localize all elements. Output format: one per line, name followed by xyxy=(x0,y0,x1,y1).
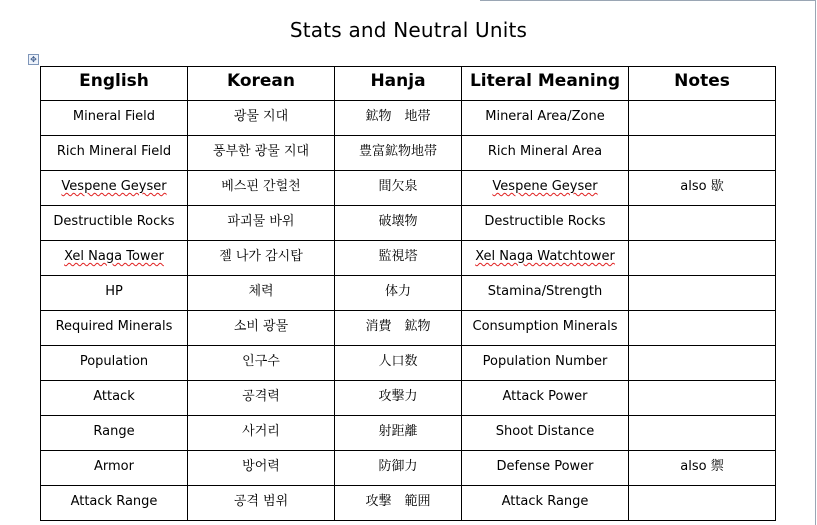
table-row xyxy=(41,101,776,136)
table-row xyxy=(41,241,776,276)
cell-korean[interactable]: 방어력 xyxy=(188,451,335,486)
cell-english[interactable]: HP xyxy=(41,276,188,311)
table-row xyxy=(41,451,776,486)
cell-notes[interactable] xyxy=(629,241,776,276)
cell-english[interactable]: Range xyxy=(41,416,188,451)
table-row xyxy=(41,171,776,206)
cell-notes[interactable] xyxy=(629,101,776,136)
four-arrow-move-icon[interactable]: ✥ xyxy=(28,54,39,65)
cell-hanja[interactable]: 体力 xyxy=(335,276,462,311)
cell-notes[interactable] xyxy=(629,206,776,241)
cell-english[interactable] xyxy=(41,241,188,276)
document-title: Stats and Neutral Units xyxy=(289,18,528,42)
cell-literal[interactable]: Population Number xyxy=(462,346,629,381)
cell-notes[interactable]: also 禦 xyxy=(629,451,776,486)
cell-korean[interactable]: 젤 나가 감시탑 xyxy=(188,241,335,276)
cell-notes[interactable] xyxy=(629,381,776,416)
table-row xyxy=(41,136,776,171)
cell-english[interactable]: Rich Mineral Field xyxy=(41,136,188,171)
header-literal-meaning: Literal Meaning xyxy=(462,67,629,101)
cell-hanja[interactable]: 攻撃力 xyxy=(335,381,462,416)
cell-english[interactable]: Destructible Rocks xyxy=(41,206,188,241)
cell-korean[interactable]: 인구수 xyxy=(188,346,335,381)
cell-hanja[interactable]: 破壊物 xyxy=(335,206,462,241)
page-edge-right xyxy=(815,0,816,525)
cell-notes[interactable] xyxy=(629,311,776,346)
cell-korean[interactable]: 파괴물 바위 xyxy=(188,206,335,241)
cell-literal[interactable] xyxy=(462,241,629,276)
cell-notes[interactable] xyxy=(629,136,776,171)
spellcheck-word: Vespene Geyser xyxy=(492,179,598,194)
cell-english[interactable]: Population xyxy=(41,346,188,381)
cell-hanja[interactable]: 人口数 xyxy=(335,346,462,381)
units-table xyxy=(40,66,776,521)
cell-literal[interactable]: Rich Mineral Area xyxy=(462,136,629,171)
header-notes: Notes xyxy=(629,67,776,101)
cell-literal[interactable] xyxy=(462,171,629,206)
cell-korean[interactable]: 체력 xyxy=(188,276,335,311)
cell-hanja[interactable]: 射距離 xyxy=(335,416,462,451)
header-english: English xyxy=(41,67,188,101)
cell-korean[interactable]: 사거리 xyxy=(188,416,335,451)
cell-korean[interactable]: 광물 지대 xyxy=(188,101,335,136)
cell-hanja[interactable]: 攻撃 範囲 xyxy=(335,486,462,521)
cell-literal[interactable]: Mineral Area/Zone xyxy=(462,101,629,136)
cell-hanja[interactable]: 鉱物 地帯 xyxy=(335,101,462,136)
cell-notes[interactable] xyxy=(629,276,776,311)
table-row xyxy=(41,416,776,451)
cell-literal[interactable]: Attack Power xyxy=(462,381,629,416)
spellcheck-word: Vespene Geyser xyxy=(61,179,167,194)
cell-literal[interactable]: Shoot Distance xyxy=(462,416,629,451)
cell-hanja[interactable]: 豊富鉱物地帯 xyxy=(335,136,462,171)
cell-notes[interactable]: also 歇 xyxy=(629,171,776,206)
cell-hanja[interactable]: 消費 鉱物 xyxy=(335,311,462,346)
cell-korean[interactable]: 공격력 xyxy=(188,381,335,416)
cell-english[interactable]: Mineral Field xyxy=(41,101,188,136)
cell-english[interactable]: Attack xyxy=(41,381,188,416)
cell-notes[interactable] xyxy=(629,416,776,451)
page-edge-top xyxy=(480,0,815,1)
cell-literal[interactable]: Consumption Minerals xyxy=(462,311,629,346)
cell-english[interactable]: Armor xyxy=(41,451,188,486)
spellcheck-word: Xel Naga Watchtower xyxy=(475,249,615,264)
cell-hanja[interactable]: 間欠泉 xyxy=(335,171,462,206)
table-row xyxy=(41,276,776,311)
cell-english[interactable]: Attack Range xyxy=(41,486,188,521)
cell-korean[interactable]: 소비 광물 xyxy=(188,311,335,346)
cell-notes[interactable] xyxy=(629,346,776,381)
spellcheck-word: Xel Naga Tower xyxy=(64,249,164,264)
cell-literal[interactable]: Stamina/Strength xyxy=(462,276,629,311)
cell-literal[interactable]: Destructible Rocks xyxy=(462,206,629,241)
header-row xyxy=(41,67,776,101)
cell-korean[interactable]: 공격 범위 xyxy=(188,486,335,521)
cell-english[interactable]: Required Minerals xyxy=(41,311,188,346)
table-row xyxy=(41,486,776,521)
table-row xyxy=(41,381,776,416)
table-row xyxy=(41,346,776,381)
cell-notes[interactable] xyxy=(629,486,776,521)
cell-korean[interactable]: 풍부한 광물 지대 xyxy=(188,136,335,171)
cell-hanja[interactable]: 防御力 xyxy=(335,451,462,486)
cell-literal[interactable]: Attack Range xyxy=(462,486,629,521)
table-row xyxy=(41,311,776,346)
cell-korean[interactable]: 베스핀 간헐천 xyxy=(188,171,335,206)
cell-literal[interactable]: Defense Power xyxy=(462,451,629,486)
header-korean: Korean xyxy=(188,67,335,101)
header-hanja: Hanja xyxy=(335,67,462,101)
cell-hanja[interactable]: 監視塔 xyxy=(335,241,462,276)
table-row xyxy=(41,206,776,241)
cell-english[interactable] xyxy=(41,171,188,206)
